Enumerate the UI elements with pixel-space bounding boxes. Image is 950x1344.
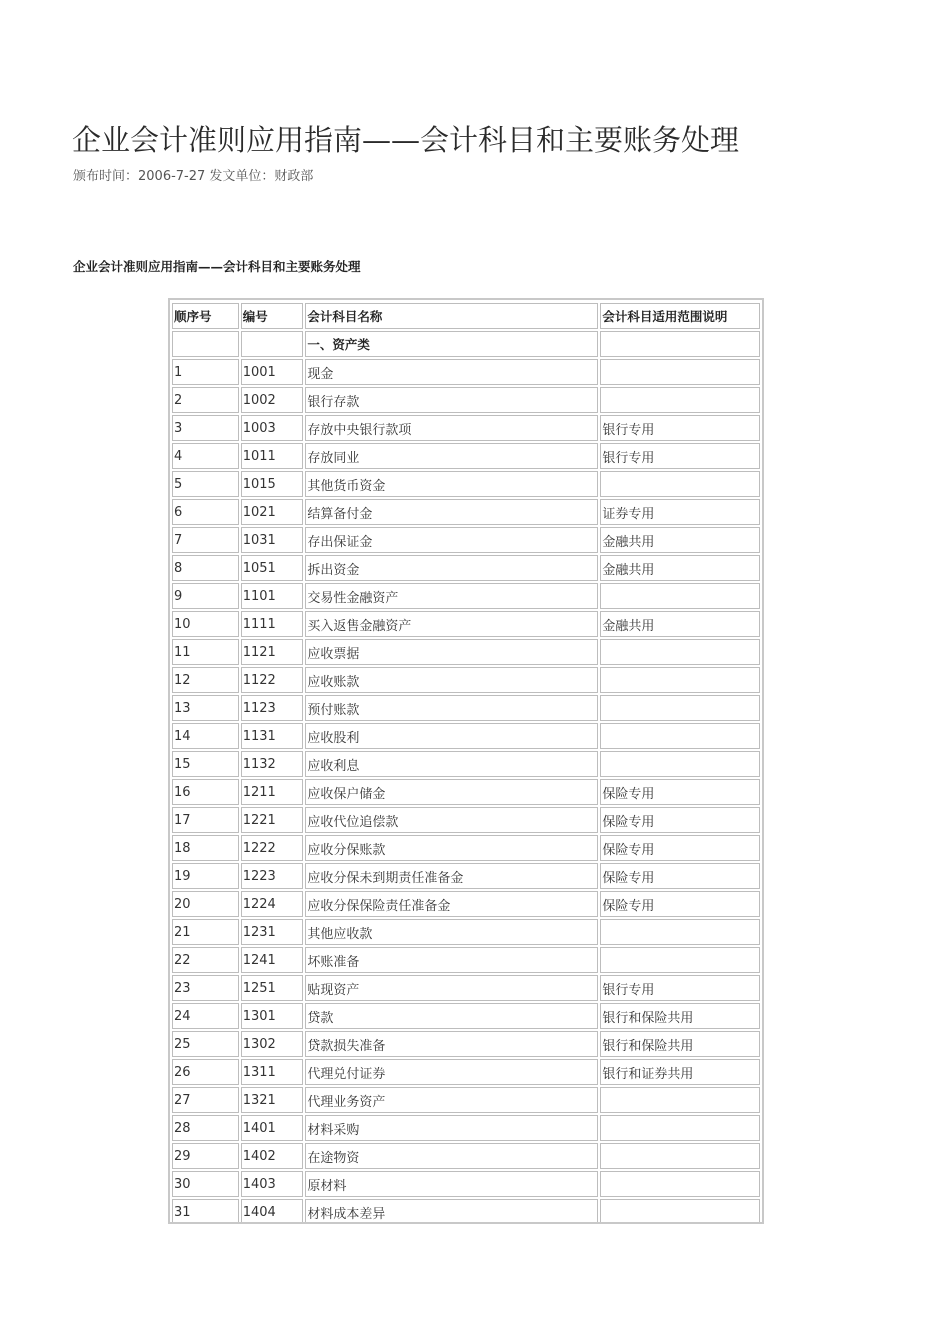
row-name-cell: 贷款损失准备 <box>305 1031 598 1057</box>
row-name-cell: 应收股利 <box>305 723 598 749</box>
row-seq-cell: 20 <box>172 891 239 917</box>
row-seq-cell: 30 <box>172 1171 239 1197</box>
section-seq-cell <box>172 331 239 357</box>
table-row <box>172 863 760 889</box>
section-heading: 企业会计准则应用指南——会计科目和主要账务处理 <box>73 259 361 274</box>
table-row <box>172 443 760 469</box>
row-seq-cell: 31 <box>172 1199 239 1224</box>
table-row <box>172 611 760 637</box>
row-seq-cell: 7 <box>172 527 239 553</box>
row-scope-cell <box>600 695 760 721</box>
table-row <box>172 807 760 833</box>
row-name-cell: 在途物资 <box>305 1143 598 1169</box>
row-name-cell: 应收利息 <box>305 751 598 777</box>
row-code-cell: 1031 <box>241 527 304 553</box>
row-seq-cell: 9 <box>172 583 239 609</box>
row-seq-cell: 22 <box>172 947 239 973</box>
row-code-cell: 1002 <box>241 387 304 413</box>
table-row <box>172 1003 760 1029</box>
row-code-cell: 1131 <box>241 723 304 749</box>
table-row <box>172 639 760 665</box>
row-name-cell: 代理兑付证券 <box>305 1059 598 1085</box>
row-scope-cell <box>600 1087 760 1113</box>
row-code-cell: 1321 <box>241 1087 304 1113</box>
row-code-cell: 1121 <box>241 639 304 665</box>
row-code-cell: 1021 <box>241 499 304 525</box>
row-scope-cell: 保险专用 <box>600 807 760 833</box>
row-name-cell: 材料采购 <box>305 1115 598 1141</box>
header-name: 会计科目名称 <box>305 303 598 329</box>
row-code-cell: 1001 <box>241 359 304 385</box>
row-code-cell: 1011 <box>241 443 304 469</box>
table-row <box>172 667 760 693</box>
row-code-cell: 1222 <box>241 835 304 861</box>
table-row <box>172 555 760 581</box>
row-code-cell: 1111 <box>241 611 304 637</box>
row-name-cell: 贴现资产 <box>305 975 598 1001</box>
row-code-cell: 1051 <box>241 555 304 581</box>
section-code-cell <box>241 331 304 357</box>
row-seq-cell: 4 <box>172 443 239 469</box>
row-code-cell: 1221 <box>241 807 304 833</box>
header-seq: 顺序号 <box>172 303 239 329</box>
row-seq-cell: 3 <box>172 415 239 441</box>
row-code-cell: 1015 <box>241 471 304 497</box>
row-name-cell: 其他货币资金 <box>305 471 598 497</box>
row-seq-cell: 21 <box>172 919 239 945</box>
row-name-cell: 银行存款 <box>305 387 598 413</box>
row-scope-cell: 证券专用 <box>600 499 760 525</box>
accounts-table-frame <box>168 298 764 1224</box>
row-scope-cell: 银行和保险共用 <box>600 1003 760 1029</box>
row-code-cell: 1311 <box>241 1059 304 1085</box>
row-seq-cell: 15 <box>172 751 239 777</box>
row-name-cell: 结算备付金 <box>305 499 598 525</box>
header-code: 编号 <box>241 303 304 329</box>
row-name-cell: 应收票据 <box>305 639 598 665</box>
row-scope-cell <box>600 471 760 497</box>
row-name-cell: 原材料 <box>305 1171 598 1197</box>
row-seq-cell: 1 <box>172 359 239 385</box>
row-code-cell: 1401 <box>241 1115 304 1141</box>
row-name-cell: 应收分保未到期责任准备金 <box>305 863 598 889</box>
row-scope-cell <box>600 639 760 665</box>
table-row <box>172 1199 760 1224</box>
row-code-cell: 1251 <box>241 975 304 1001</box>
row-name-cell: 其他应收款 <box>305 919 598 945</box>
table-row <box>172 779 760 805</box>
row-scope-cell <box>600 1171 760 1197</box>
row-scope-cell <box>600 1115 760 1141</box>
table-row <box>172 527 760 553</box>
row-seq-cell: 26 <box>172 1059 239 1085</box>
row-scope-cell: 保险专用 <box>600 891 760 917</box>
table-row <box>172 891 760 917</box>
row-seq-cell: 27 <box>172 1087 239 1113</box>
row-name-cell: 应收保户储金 <box>305 779 598 805</box>
table-row <box>172 1031 760 1057</box>
row-scope-cell: 银行和保险共用 <box>600 1031 760 1057</box>
row-seq-cell: 10 <box>172 611 239 637</box>
row-code-cell: 1123 <box>241 695 304 721</box>
row-name-cell: 拆出资金 <box>305 555 598 581</box>
row-seq-cell: 8 <box>172 555 239 581</box>
row-scope-cell: 金融共用 <box>600 555 760 581</box>
table-row <box>172 499 760 525</box>
table-row <box>172 471 760 497</box>
row-scope-cell: 银行专用 <box>600 415 760 441</box>
accounts-table <box>170 301 762 1224</box>
row-name-cell: 存出保证金 <box>305 527 598 553</box>
row-scope-cell <box>600 667 760 693</box>
table-row <box>172 947 760 973</box>
row-name-cell: 应收代位追偿款 <box>305 807 598 833</box>
table-row <box>172 975 760 1001</box>
row-seq-cell: 23 <box>172 975 239 1001</box>
row-code-cell: 1241 <box>241 947 304 973</box>
row-seq-cell: 2 <box>172 387 239 413</box>
row-scope-cell <box>600 751 760 777</box>
row-name-cell: 买入返售金融资产 <box>305 611 598 637</box>
row-scope-cell <box>600 723 760 749</box>
row-name-cell: 存放同业 <box>305 443 598 469</box>
table-row <box>172 919 760 945</box>
row-seq-cell: 11 <box>172 639 239 665</box>
row-seq-cell: 5 <box>172 471 239 497</box>
row-seq-cell: 12 <box>172 667 239 693</box>
row-scope-cell: 保险专用 <box>600 863 760 889</box>
table-section-row <box>172 331 760 357</box>
table-row <box>172 751 760 777</box>
table-row <box>172 835 760 861</box>
row-seq-cell: 24 <box>172 1003 239 1029</box>
row-code-cell: 1404 <box>241 1199 304 1224</box>
row-code-cell: 1224 <box>241 891 304 917</box>
row-scope-cell <box>600 1143 760 1169</box>
row-scope-cell <box>600 1199 760 1224</box>
row-scope-cell <box>600 387 760 413</box>
row-name-cell: 存放中央银行款项 <box>305 415 598 441</box>
row-name-cell: 坏账准备 <box>305 947 598 973</box>
table-row <box>172 415 760 441</box>
row-seq-cell: 19 <box>172 863 239 889</box>
row-code-cell: 1402 <box>241 1143 304 1169</box>
row-scope-cell: 保险专用 <box>600 835 760 861</box>
row-name-cell: 应收账款 <box>305 667 598 693</box>
document-title: 企业会计准则应用指南——会计科目和主要账务处理 <box>72 123 740 157</box>
row-scope-cell: 银行专用 <box>600 443 760 469</box>
row-code-cell: 1211 <box>241 779 304 805</box>
row-code-cell: 1003 <box>241 415 304 441</box>
row-name-cell: 现金 <box>305 359 598 385</box>
row-scope-cell <box>600 583 760 609</box>
row-scope-cell: 金融共用 <box>600 527 760 553</box>
row-code-cell: 1301 <box>241 1003 304 1029</box>
header-scope: 会计科目适用范围说明 <box>600 303 760 329</box>
row-seq-cell: 14 <box>172 723 239 749</box>
table-row <box>172 723 760 749</box>
publish-info: 颁布时间：2006-7-27 发文单位：财政部 <box>73 169 314 184</box>
row-code-cell: 1231 <box>241 919 304 945</box>
row-scope-cell: 保险专用 <box>600 779 760 805</box>
row-seq-cell: 28 <box>172 1115 239 1141</box>
row-code-cell: 1302 <box>241 1031 304 1057</box>
row-seq-cell: 16 <box>172 779 239 805</box>
row-name-cell: 代理业务资产 <box>305 1087 598 1113</box>
row-scope-cell <box>600 359 760 385</box>
table-row <box>172 1171 760 1197</box>
row-code-cell: 1101 <box>241 583 304 609</box>
row-seq-cell: 6 <box>172 499 239 525</box>
row-name-cell: 应收分保账款 <box>305 835 598 861</box>
table-header-row <box>172 303 760 329</box>
row-seq-cell: 25 <box>172 1031 239 1057</box>
row-code-cell: 1132 <box>241 751 304 777</box>
row-scope-cell: 银行和证券共用 <box>600 1059 760 1085</box>
section-scope-cell <box>600 331 760 357</box>
table-row <box>172 359 760 385</box>
table-row <box>172 695 760 721</box>
row-name-cell: 应收分保保险责任准备金 <box>305 891 598 917</box>
row-name-cell: 交易性金融资产 <box>305 583 598 609</box>
row-code-cell: 1403 <box>241 1171 304 1197</box>
row-seq-cell: 13 <box>172 695 239 721</box>
row-scope-cell <box>600 947 760 973</box>
row-scope-cell <box>600 919 760 945</box>
section-label: 一、资产类 <box>305 331 598 357</box>
row-scope-cell: 银行专用 <box>600 975 760 1001</box>
row-seq-cell: 29 <box>172 1143 239 1169</box>
table-row <box>172 1143 760 1169</box>
row-seq-cell: 17 <box>172 807 239 833</box>
table-row <box>172 583 760 609</box>
row-seq-cell: 18 <box>172 835 239 861</box>
row-code-cell: 1122 <box>241 667 304 693</box>
row-name-cell: 材料成本差异 <box>305 1199 598 1224</box>
row-name-cell: 贷款 <box>305 1003 598 1029</box>
row-code-cell: 1223 <box>241 863 304 889</box>
table-row <box>172 1115 760 1141</box>
table-row <box>172 1087 760 1113</box>
row-name-cell: 预付账款 <box>305 695 598 721</box>
table-row <box>172 1059 760 1085</box>
table-row <box>172 387 760 413</box>
row-scope-cell: 金融共用 <box>600 611 760 637</box>
